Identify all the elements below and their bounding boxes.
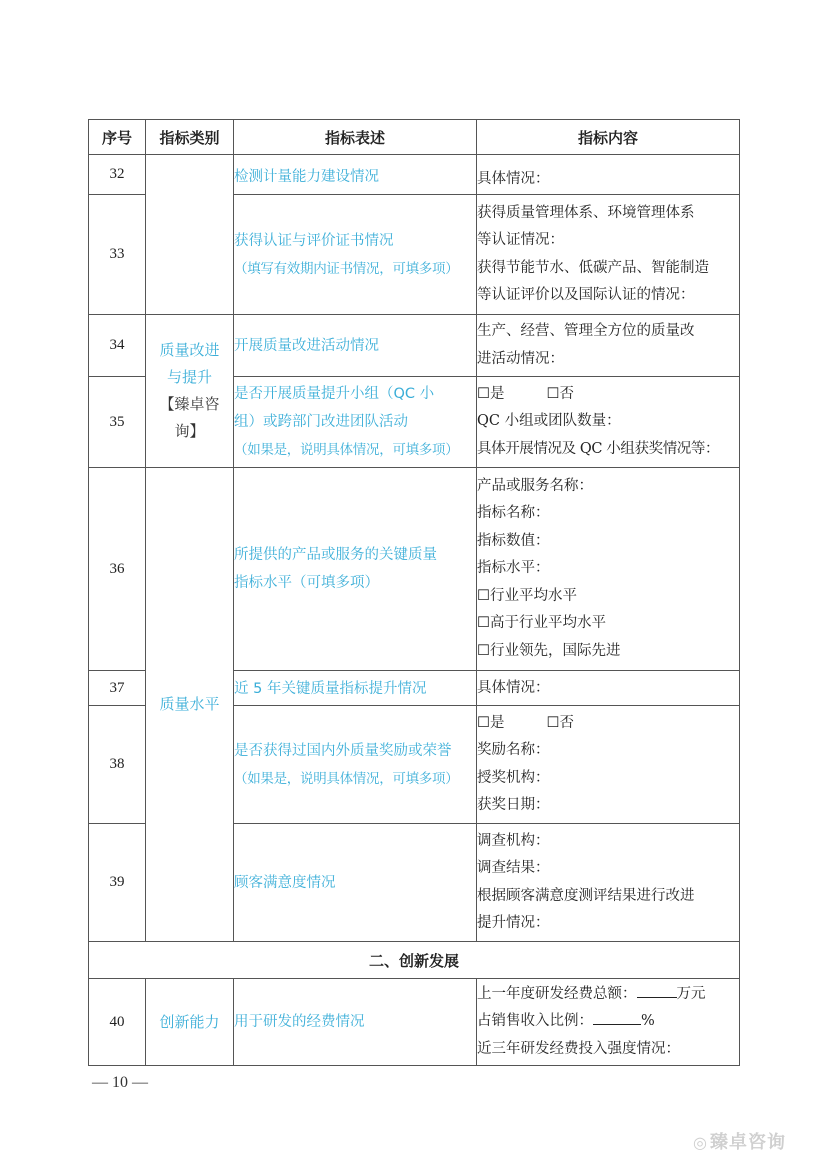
description-text: 开展质量改进活动情况 [234, 337, 379, 354]
category-cell-empty [146, 155, 234, 315]
checkbox-option[interactable]: ☐行业平均水平 [477, 587, 577, 604]
description-text: 组）或跨部门改进团队活动 [234, 414, 408, 430]
description-text: 近 5 年关键质量指标提升情况 [234, 681, 427, 697]
header-no: 序号 [89, 120, 146, 155]
content-line: 指标水平： [477, 560, 550, 577]
content-line: QC 小组或团队数量： [477, 413, 621, 430]
table-row [89, 468, 740, 671]
content-line: 具体情况： [477, 680, 550, 697]
checkbox-option[interactable]: ☐高于行业平均水平 [477, 615, 606, 632]
content-line: 进活动情况： [477, 350, 564, 367]
content-line: 获奖日期： [477, 797, 550, 813]
description-text: 所提供的产品或服务的关键质量 [234, 547, 437, 563]
content-line: 具体开展情况及 QC 小组获奖情况等： [477, 440, 720, 457]
row-number: 35 [89, 377, 146, 468]
description-note: （填写有效期内证书情况，可填多项） [234, 260, 459, 277]
content-line: 调查机构： [477, 832, 550, 849]
header-content: 指标内容 [477, 120, 740, 155]
section-title: 二、创新发展 [89, 942, 740, 979]
description-note: （如果是，说明具体情况，可填多项） [234, 770, 459, 787]
rd-ratio-label: 占销售收入比例： [477, 1013, 593, 1030]
weibo-icon: ◎ [693, 1133, 708, 1152]
content-line: 授奖机构： [477, 769, 550, 786]
description-cell [234, 195, 477, 315]
watermark [693, 1128, 786, 1154]
description-cell [234, 706, 477, 824]
content-line: 具体情况： [477, 170, 550, 187]
rd-total-line [477, 981, 739, 1009]
category-quality-level [146, 468, 234, 942]
content-line: 获得质量管理体系、环境管理体系 [477, 204, 695, 221]
row-number: 32 [89, 155, 146, 195]
content-cell [477, 377, 740, 468]
rd-total-unit: 万元 [676, 985, 706, 1002]
row-number: 37 [89, 671, 146, 706]
checkbox-yes[interactable]: ☐是 [477, 714, 505, 731]
row-number: 34 [89, 315, 146, 377]
table-row [89, 979, 740, 1066]
category-quality-improvement [146, 315, 234, 468]
description-cell [234, 377, 477, 468]
description-text: 是否开展质量提升小组（QC 小 [234, 386, 435, 402]
description-text: 是否获得过国内外质量奖励或荣誉 [234, 742, 452, 759]
content-line: 指标名称： [477, 505, 550, 522]
watermark-inline: 【臻卓咨 [159, 395, 220, 413]
description-note: （如果是，说明具体情况，可填多项） [234, 442, 459, 458]
category-label: 质量改进 [159, 341, 220, 359]
page-number: — 10 — [92, 1074, 148, 1091]
content-line: 近三年研发经费投入强度情况： [477, 1040, 680, 1057]
content-line: 等认证评价以及国际认证的情况： [477, 287, 695, 303]
section-row [89, 942, 740, 979]
content-cell [477, 979, 740, 1066]
rd-total-label: 上一年度研发经费总额： [477, 985, 637, 1002]
content-line: 提升情况： [477, 915, 550, 931]
description-text: 用于研发的经费情况 [234, 1014, 365, 1030]
category-label: 质量水平 [159, 695, 220, 713]
content-cell [477, 195, 740, 315]
table-row [89, 155, 740, 195]
row-number: 40 [89, 979, 146, 1066]
row-number: 33 [89, 195, 146, 315]
header-category: 指标类别 [146, 120, 234, 155]
rd-ratio-line [477, 1008, 739, 1036]
rd-ratio-unit: % [641, 1013, 655, 1030]
description-cell [234, 468, 477, 671]
content-cell [477, 824, 740, 942]
content-cell [477, 155, 740, 195]
description-text: 顾客满意度情况 [234, 874, 336, 891]
content-line: 生产、经营、管理全方位的质量改 [477, 323, 695, 339]
content-line: 指标数值： [477, 532, 550, 549]
table-row [89, 315, 740, 377]
checkbox-no[interactable]: ☐否 [546, 714, 574, 731]
description-cell [234, 824, 477, 942]
content-line: 根据顾客满意度测评结果进行改进 [477, 887, 695, 904]
checkbox-no[interactable]: ☐否 [546, 385, 574, 402]
watermark-inline: 询】 [174, 422, 205, 440]
content-line: 调查结果： [477, 860, 550, 876]
category-label: 与提升 [166, 368, 212, 386]
description-cell [234, 315, 477, 377]
header-description: 指标表述 [234, 120, 477, 155]
watermark-text: 臻卓咨询 [709, 1132, 786, 1153]
content-line: 产品或服务名称： [477, 477, 593, 494]
row-number: 38 [89, 706, 146, 824]
content-line: 获得节能节水、低碳产品、智能制造 [477, 259, 709, 276]
description-cell [234, 155, 477, 195]
indicator-table [88, 119, 740, 1066]
content-cell [477, 706, 740, 824]
checkbox-yes[interactable]: ☐是 [477, 385, 505, 402]
content-line: 奖励名称： [477, 742, 550, 758]
checkbox-option[interactable]: ☐行业领先，国际先进 [477, 642, 621, 659]
description-text: 获得认证与评价证书情况 [234, 232, 394, 249]
row-number: 36 [89, 468, 146, 671]
content-cell [477, 468, 740, 671]
description-cell [234, 979, 477, 1066]
content-cell [477, 315, 740, 377]
category-innovation: 创新能力 [146, 979, 234, 1066]
table-header-row [89, 120, 740, 155]
yes-no-checkboxes [477, 710, 739, 738]
yes-no-checkboxes [477, 381, 739, 409]
content-cell [477, 671, 740, 706]
description-text: 指标水平（可填多项） [234, 575, 379, 591]
description-cell [234, 671, 477, 706]
rd-ratio-blank[interactable] [593, 1010, 641, 1025]
description-text: 检测计量能力建设情况 [234, 168, 379, 185]
content-line: 等认证情况： [477, 232, 564, 248]
row-number: 39 [89, 824, 146, 942]
rd-total-blank[interactable] [637, 983, 677, 998]
